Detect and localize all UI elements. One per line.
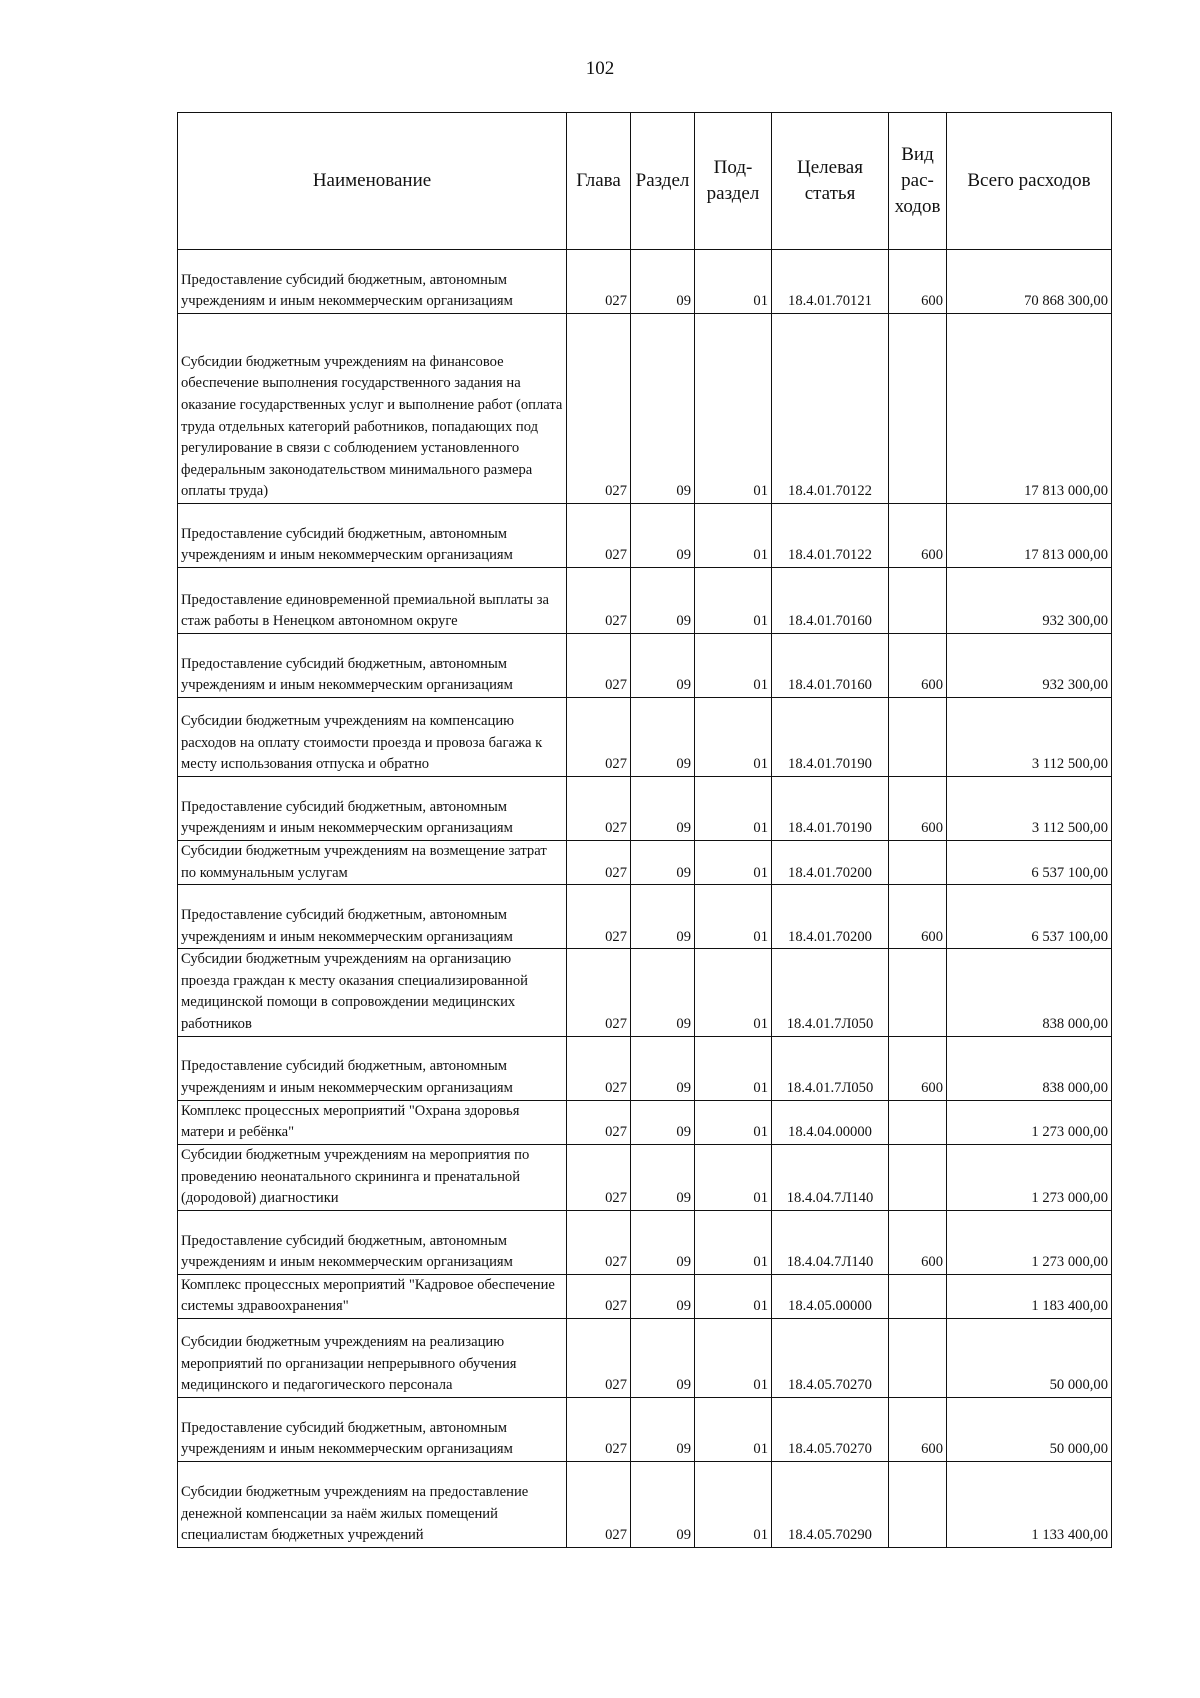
row-total-cell: 6 537 100,00 <box>947 885 1112 949</box>
row-chapter-cell: 027 <box>567 1144 631 1210</box>
row-expense-type-cell: 600 <box>889 1036 947 1100</box>
row-section-cell: 09 <box>631 634 695 698</box>
row-subsection-cell: 01 <box>695 1397 772 1461</box>
row-target-cell: 18.4.05.00000 <box>772 1274 889 1318</box>
row-chapter-cell: 027 <box>567 698 631 777</box>
table-row <box>178 1397 1112 1461</box>
row-name-cell: Предоставление субсидий бюджетным, автономным учреждениям и иным некоммерческим организациям <box>178 1036 567 1100</box>
row-expense-type-cell: 600 <box>889 1397 947 1461</box>
table-row <box>178 1100 1112 1144</box>
row-section-cell: 09 <box>631 1036 695 1100</box>
row-name-cell: Субсидии бюджетным учреждениям на предоставление денежной компенсации за наём жилых помещений специалистам бюджетных учреждений <box>178 1461 567 1547</box>
row-section-cell: 09 <box>631 1461 695 1547</box>
row-total-cell: 17 813 000,00 <box>947 504 1112 568</box>
table-row <box>178 841 1112 885</box>
page-number: 102 <box>585 58 615 79</box>
table-row <box>178 698 1112 777</box>
row-total-cell: 1 273 000,00 <box>947 1210 1112 1274</box>
row-expense-type-cell: 600 <box>889 634 947 698</box>
row-chapter-cell: 027 <box>567 634 631 698</box>
row-chapter-cell: 027 <box>567 1318 631 1397</box>
row-section-cell: 09 <box>631 777 695 841</box>
row-section-cell: 09 <box>631 1210 695 1274</box>
row-section-cell: 09 <box>631 1397 695 1461</box>
row-section-cell: 09 <box>631 698 695 777</box>
row-total-cell: 1 133 400,00 <box>947 1461 1112 1547</box>
table-row <box>178 314 1112 504</box>
row-expense-type-cell <box>889 568 947 634</box>
row-chapter-cell: 027 <box>567 1036 631 1100</box>
row-section-cell: 09 <box>631 1100 695 1144</box>
row-total-cell: 1 183 400,00 <box>947 1274 1112 1318</box>
row-total-cell: 1 273 000,00 <box>947 1100 1112 1144</box>
row-expense-type-cell <box>889 1144 947 1210</box>
header-name: Наименование <box>178 113 567 250</box>
header-total: Всего расходов <box>947 113 1112 250</box>
row-chapter-cell: 027 <box>567 250 631 314</box>
row-target-cell: 18.4.01.70200 <box>772 841 889 885</box>
row-target-cell: 18.4.01.70190 <box>772 777 889 841</box>
budget-table <box>177 112 1112 1548</box>
row-name-cell: Комплекс процессных мероприятий "Кадровое обеспечение системы здравоохранения" <box>178 1274 567 1318</box>
row-expense-type-cell <box>889 698 947 777</box>
row-chapter-cell: 027 <box>567 568 631 634</box>
row-expense-type-cell <box>889 1274 947 1318</box>
row-total-cell: 932 300,00 <box>947 568 1112 634</box>
table-row <box>178 1461 1112 1547</box>
table-row <box>178 1318 1112 1397</box>
row-expense-type-cell: 600 <box>889 885 947 949</box>
row-target-cell: 18.4.01.70122 <box>772 314 889 504</box>
table-row <box>178 1144 1112 1210</box>
row-total-cell: 50 000,00 <box>947 1397 1112 1461</box>
row-expense-type-cell <box>889 949 947 1036</box>
table-row <box>178 777 1112 841</box>
table-row <box>178 885 1112 949</box>
row-subsection-cell: 01 <box>695 698 772 777</box>
row-name-cell: Предоставление субсидий бюджетным, автономным учреждениям и иным некоммерческим организациям <box>178 777 567 841</box>
row-section-cell: 09 <box>631 885 695 949</box>
table-row <box>178 949 1112 1036</box>
row-target-cell: 18.4.01.70200 <box>772 885 889 949</box>
row-subsection-cell: 01 <box>695 634 772 698</box>
row-chapter-cell: 027 <box>567 841 631 885</box>
row-total-cell: 838 000,00 <box>947 949 1112 1036</box>
row-chapter-cell: 027 <box>567 314 631 504</box>
row-subsection-cell: 01 <box>695 568 772 634</box>
row-name-cell: Субсидии бюджетным учреждениям на организацию проезда граждан к месту оказания специализированной медицинской помощи в сопровождении медицинских работников <box>178 949 567 1036</box>
row-subsection-cell: 01 <box>695 949 772 1036</box>
row-target-cell: 18.4.01.7Л050 <box>772 949 889 1036</box>
row-name-cell: Предоставление субсидий бюджетным, автономным учреждениям и иным некоммерческим организациям <box>178 885 567 949</box>
row-subsection-cell: 01 <box>695 885 772 949</box>
row-name-cell: Предоставление субсидий бюджетным, автономным учреждениям и иным некоммерческим организациям <box>178 634 567 698</box>
row-name-cell: Комплекс процессных мероприятий "Охрана здоровья матери и ребёнка" <box>178 1100 567 1144</box>
row-total-cell: 3 112 500,00 <box>947 777 1112 841</box>
row-expense-type-cell <box>889 314 947 504</box>
row-total-cell: 6 537 100,00 <box>947 841 1112 885</box>
row-target-cell: 18.4.01.70190 <box>772 698 889 777</box>
row-target-cell: 18.4.01.70121 <box>772 250 889 314</box>
table-row <box>178 568 1112 634</box>
row-target-cell: 18.4.05.70270 <box>772 1397 889 1461</box>
row-subsection-cell: 01 <box>695 1274 772 1318</box>
row-subsection-cell: 01 <box>695 250 772 314</box>
row-target-cell: 18.4.01.70160 <box>772 634 889 698</box>
row-section-cell: 09 <box>631 314 695 504</box>
row-target-cell: 18.4.01.7Л050 <box>772 1036 889 1100</box>
row-expense-type-cell <box>889 1318 947 1397</box>
row-chapter-cell: 027 <box>567 504 631 568</box>
row-expense-type-cell <box>889 1461 947 1547</box>
row-section-cell: 09 <box>631 841 695 885</box>
row-subsection-cell: 01 <box>695 777 772 841</box>
row-section-cell: 09 <box>631 1318 695 1397</box>
row-target-cell: 18.4.04.7Л140 <box>772 1144 889 1210</box>
row-total-cell: 932 300,00 <box>947 634 1112 698</box>
row-subsection-cell: 01 <box>695 1144 772 1210</box>
row-section-cell: 09 <box>631 949 695 1036</box>
row-chapter-cell: 027 <box>567 949 631 1036</box>
table-row <box>178 1210 1112 1274</box>
row-expense-type-cell: 600 <box>889 777 947 841</box>
row-subsection-cell: 01 <box>695 1100 772 1144</box>
row-subsection-cell: 01 <box>695 1036 772 1100</box>
row-target-cell: 18.4.04.7Л140 <box>772 1210 889 1274</box>
table-row <box>178 504 1112 568</box>
row-target-cell: 18.4.05.70290 <box>772 1461 889 1547</box>
header-chapter: Глава <box>567 113 631 250</box>
row-section-cell: 09 <box>631 568 695 634</box>
row-total-cell: 17 813 000,00 <box>947 314 1112 504</box>
row-name-cell: Предоставление субсидий бюджетным, автономным учреждениям и иным некоммерческим организациям <box>178 1210 567 1274</box>
row-expense-type-cell: 600 <box>889 504 947 568</box>
header-section: Раздел <box>631 113 695 250</box>
row-total-cell: 50 000,00 <box>947 1318 1112 1397</box>
row-chapter-cell: 027 <box>567 1461 631 1547</box>
row-name-cell: Предоставление единовременной премиальной выплаты за стаж работы в Ненецком автономном округе <box>178 568 567 634</box>
row-name-cell: Субсидии бюджетным учреждениям на мероприятия по проведению неонатального скрининга и пренатальной (дородовой) диагностики <box>178 1144 567 1210</box>
row-total-cell: 3 112 500,00 <box>947 698 1112 777</box>
row-target-cell: 18.4.01.70122 <box>772 504 889 568</box>
header-target: Целевая статья <box>772 113 889 250</box>
row-subsection-cell: 01 <box>695 504 772 568</box>
table-header-row <box>178 113 1112 250</box>
row-target-cell: 18.4.05.70270 <box>772 1318 889 1397</box>
row-subsection-cell: 01 <box>695 1210 772 1274</box>
row-name-cell: Предоставление субсидий бюджетным, автономным учреждениям и иным некоммерческим организациям <box>178 1397 567 1461</box>
table-row <box>178 250 1112 314</box>
row-subsection-cell: 01 <box>695 841 772 885</box>
row-chapter-cell: 027 <box>567 1397 631 1461</box>
row-section-cell: 09 <box>631 1144 695 1210</box>
row-subsection-cell: 01 <box>695 1318 772 1397</box>
row-target-cell: 18.4.01.70160 <box>772 568 889 634</box>
row-name-cell: Предоставление субсидий бюджетным, автономным учреждениям и иным некоммерческим организациям <box>178 250 567 314</box>
header-expense-type: Вид рас- ходов <box>889 113 947 250</box>
row-subsection-cell: 01 <box>695 314 772 504</box>
row-expense-type-cell: 600 <box>889 1210 947 1274</box>
row-name-cell: Субсидии бюджетным учреждениям на финансовое обеспечение выполнения государственного задания на оказание государственных услуг и выполнение работ (оплата труда отдельных категорий работников, попадающих под регулирование в связи с соблюдением установленного федеральным законодательством минимального размера оплаты труда) <box>178 314 567 504</box>
row-chapter-cell: 027 <box>567 1210 631 1274</box>
row-expense-type-cell <box>889 841 947 885</box>
row-subsection-cell: 01 <box>695 1461 772 1547</box>
row-total-cell: 1 273 000,00 <box>947 1144 1112 1210</box>
row-chapter-cell: 027 <box>567 885 631 949</box>
row-section-cell: 09 <box>631 250 695 314</box>
row-name-cell: Предоставление субсидий бюджетным, автономным учреждениям и иным некоммерческим организациям <box>178 504 567 568</box>
row-name-cell: Субсидии бюджетным учреждениям на компенсацию расходов на оплату стоимости проезда и провоза багажа к месту использования отпуска и обратно <box>178 698 567 777</box>
row-expense-type-cell: 600 <box>889 250 947 314</box>
table-row <box>178 634 1112 698</box>
row-target-cell: 18.4.04.00000 <box>772 1100 889 1144</box>
table-row <box>178 1036 1112 1100</box>
row-name-cell: Субсидии бюджетным учреждениям на возмещение затрат по коммунальным услугам <box>178 841 567 885</box>
row-chapter-cell: 027 <box>567 1100 631 1144</box>
row-chapter-cell: 027 <box>567 1274 631 1318</box>
header-subsection: Под- раздел <box>695 113 772 250</box>
table-row <box>178 1274 1112 1318</box>
row-total-cell: 70 868 300,00 <box>947 250 1112 314</box>
row-section-cell: 09 <box>631 1274 695 1318</box>
row-section-cell: 09 <box>631 504 695 568</box>
row-chapter-cell: 027 <box>567 777 631 841</box>
row-expense-type-cell <box>889 1100 947 1144</box>
row-total-cell: 838 000,00 <box>947 1036 1112 1100</box>
row-name-cell: Субсидии бюджетным учреждениям на реализацию мероприятий по организации непрерывного обучения медицинского и педагогического персонала <box>178 1318 567 1397</box>
